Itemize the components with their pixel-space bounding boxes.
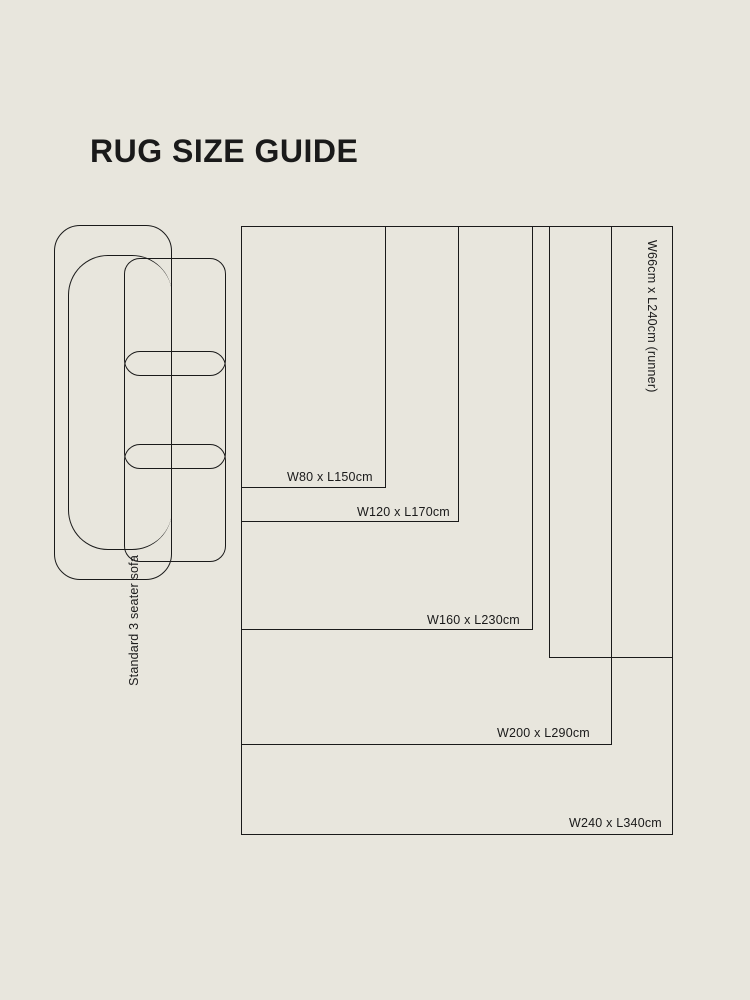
sofa-label: Standard 3 seater sofa (127, 555, 141, 686)
rug-label-80x150: W80 x L150cm (283, 470, 377, 484)
sofa-cushion-3 (124, 444, 226, 562)
rug-label-160x230: W160 x L230cm (423, 613, 524, 627)
rug-label-66x240-runner: W66cm x L240cm (runner) (645, 236, 659, 397)
rug-label-200x290: W200 x L290cm (493, 726, 594, 740)
sofa-illustration (54, 225, 226, 686)
rug-label-240x340: W240 x L340cm (565, 816, 666, 830)
rug-rect-80x150 (241, 226, 386, 488)
rug-label-120x170: W120 x L170cm (353, 505, 454, 519)
page-title: RUG SIZE GUIDE (90, 133, 359, 169)
